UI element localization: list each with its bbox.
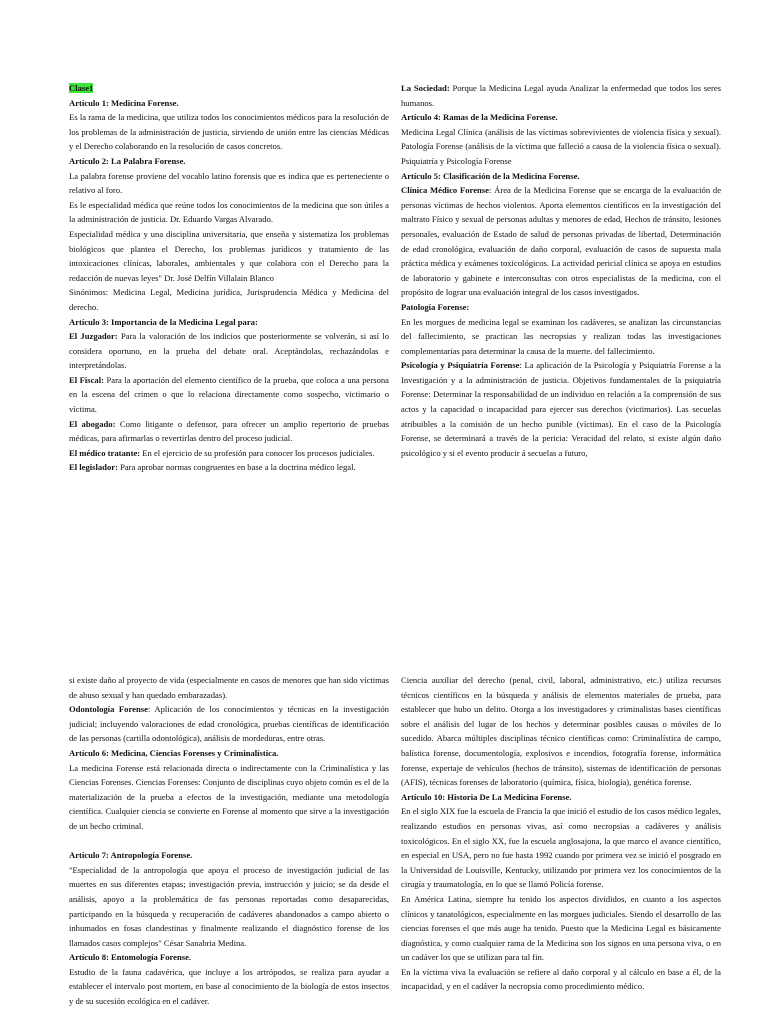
abogado-text: Como litigante o defensor, para ofrecer un amplio repertorio de pruebas médicas, para afirmarlas o revertirlas dentro del proceso judicial.	[69, 418, 389, 444]
legislador-text: Para aprobar normas congruentes en base a la doctrina médico legal.	[117, 462, 356, 473]
abogado-label: El abogado:	[69, 418, 116, 429]
psicologia-paragraph	[401, 358, 721, 460]
sociedad-text: Porque la Medicina Legal ayuda Analizar la enfermedad que todos los seres humanos.	[401, 83, 721, 108]
article-10-paragraph-1: En el siglo XIX fue la escuela de Francia la que inició el estudio de los casos médico legales, realizando estudios en personas vivas, así como necropsias a cadáveres y análisis toxicológicos. En el siglo XX, fue la escuela anglosajona, la que marco el avance científico, en especial en USA, pero no fue hasta 1992 cuando por primera vez se inició el posgrado en la Universidad de Louisville, Kentucky, utilizando por primera vez los conocimientos de la cirugía y traumatología, en lo que se llamó Policía forense.	[401, 806, 721, 890]
column-bottom-left	[69, 673, 389, 1024]
article-8-text: Estudio de la fauna cadavérica, que incluye a los artrópodos, se realiza para ayudar a establecer el intervalo post mortem, en base al conocimiento de la biología de estos insectos y de su sucesión ecológica en el cadáver.	[69, 966, 389, 1007]
sociedad-label: La Sociedad:	[401, 83, 450, 93]
odontologia-text: : Aplicación de los conocimientos y técnicas en la investigación judicial; incluyendo valoraciones de edad cronológica, pruebas científicas de identificación de las personas (cartilla odontológica), análisis de mordeduras, entre otras.	[69, 704, 389, 744]
article-4-text: Medicina Legal Clínica (análisis de las víctimas sobrevivientes de violencia física y sexual). Patología Forense (análisis de la víctima que falleció a causa de la violencia física o sexual). Psiquiatría y Psicología Forense	[401, 126, 721, 166]
continuation-text-right: Ciencia auxiliar del derecho (penal, civil, laboral, administrativo, etc.) utiliza recursos técnicos científicos en la búsqueda y análisis de elementos materiales de prueba, para establecer que hubo un delito. Otorga a los investigadores y criminalistas bases científicas sobre el análisis del lugar de los hechos y determinar posibles causas o móviles de lo sucedido. Abarca múltiples disciplinas técnico científicas como: Criminalística de campo, balística forense, documentología, explosivos e incendios, fotografía forense, informática forense, expertaje de vehículos (hechos de tránsito), sistemas de identificación de personas (AFIS), técnicas forenses de laboratorio (química, física, biología), genética forense.	[401, 675, 721, 788]
article-2-paragraph-1: La palabra forense proviene del vocablo latino forensis que es indica que es perteneciente o relativo al foro.	[69, 170, 389, 196]
fiscal-label: El Fiscal:	[69, 374, 104, 385]
article-8-heading: Artículo 8: Entomología Forense.	[69, 952, 192, 963]
sociedad-paragraph	[401, 81, 721, 110]
article-2-paragraph-2: Es le especialidad médica que reúne todos los conocimientos de la medicina que son útiles a la administración de justicia. Dr. Eduardo Vargas Alvarado.	[69, 199, 389, 225]
legislador-paragraph	[69, 460, 389, 475]
class-label-highlight: Clase1	[69, 83, 94, 93]
article-10-paragraph-3: En la víctima viva la evaluación se refiere al daño corporal y al cálculo en base a él, de la incapacidad, y en el cadáver la necropsia como procedimiento médico.	[401, 966, 721, 992]
psicologia-text: : La aplicación de la Psicología y Psiquiatría Forense a la Investigación y a la administración de justicia. Objetivos fundamentales de la psiquiatría Forense: Determinar la responsabilidad de un individuo en relación a la comprensión de sus actos y la capacidad o incapacidad para ejercer sus derechos (victimarios). Las secuelas atribuibles a la comisión de un hecho punible (víctimas). En el caso de la Psicología Forense, se determinará a través de la pericia: Veracidad del relato, si existe algún daño psicológico y si el evento producir á secuelas a futuro,	[401, 360, 721, 458]
article-2-synonyms: Sinónimos: Medicina Legal, Medicina jurídica, Jurisprudencia Médica y Medicina del derecho.	[69, 287, 389, 312]
clinica-text: : Área de la Medicina Forense que se encarga de la evaluación de personas víctimas de hechos violentos. Aporta elementos científicos en la investigación del maltrato Físico y sexual de personas adultas y menores de edad, Hechos de tránsito, lesiones personales, evaluación de Estado de salud de personas privadas de libertad, Determinación de edad cronológica, evaluación de daño corporal, evaluación de casos de supuesta mala práctica médica y exámenes toxicológicos. La actividad pericial clínica se apoya en estudios de laboratorio y gabinete e interconsultas con otros especialistas de la medicina, con el propósito de lograr una evaluación integral de los casos investigados.	[401, 185, 721, 298]
article-6-heading: Artículo 6: Medicina, Ciencias Forenses y Criminalística.	[69, 747, 279, 758]
article-10-heading: Artículo 10: Historia De La Medicina Forense.	[401, 791, 572, 802]
article-1-text: Es la rama de la medicina, que utiliza todos los conocimientos médicos para la resolución de los problemas de la administración de justicia, sirviendo de unión entre las ciencias Médicas y el Derecho colaborando en la resolución de casos concretos.	[69, 112, 389, 152]
article-1-heading: Artículo 1: Medicina Forense.	[69, 97, 179, 108]
legislador-label: El legislador:	[69, 462, 118, 473]
article-4-heading: Artículo 4: Ramas de la Medicina Forense.	[401, 112, 558, 123]
article-2-heading: Artículo 2: La Palabra Forense.	[69, 155, 186, 166]
fiscal-paragraph	[69, 373, 389, 417]
column-bottom-right	[401, 673, 721, 1024]
odontologia-label: Odontología Forense	[69, 704, 148, 715]
medico-text: En el ejercicio de su profesión para conocer los procesos judiciales.	[140, 447, 375, 458]
odontologia-paragraph	[69, 702, 389, 746]
column-top-left	[69, 81, 389, 501]
continuation-text-left: si existe daño al proyecto de vida (especialmente en casos de menores que han sido víctimas de abuso sexual y han quedado embarazadas).	[69, 675, 389, 700]
juzgador-label: El Juzgador:	[69, 331, 118, 342]
medico-paragraph	[69, 446, 389, 461]
article-3-heading: Artículo 3: Importancia de la Medicina Legal para:	[69, 316, 258, 327]
article-6-text: La medicina Forense está relacionada directa o indirectamente con la Criminalística y las Ciencias Forenses. Ciencias Forenses: Conjunto de disciplinas cuyo objeto común es el de la materialización de la prueba a efectos de la investigación, mediante una metodología científica. Cualquier ciencia se convierte en Forense al momento que sirve a la investigación de un hecho criminal.	[69, 762, 389, 831]
article-10-paragraph-2: En América Latina, siempre ha tenido los aspectos divididos, en cuanto a los aspectos clínicos y tanatológicos, especialmente en las morgues judiciales. Siendo el desarrollo de las ciencias forenses el que más auge ha tenido. Puesto que la Medicina Legal es básicamente diagnóstica, y como cualquier rama de la Medicina son los signos en una persona viva, o en un cadáver los que se utilizan para tal fin.	[401, 893, 721, 963]
article-5-heading: Artículo 5: Clasificación de la Medicina Forense.	[401, 170, 580, 181]
patologia-text: En les morgues de medicina legal se examinan los cadáveres, se analizan las circunstancias del fallecimiento, se practican las necropsias y realizan todas las investigaciones complementarias para determinar la causa de la muerte. del fallecimiento.	[401, 316, 721, 356]
article-7-heading: Artículo 7: Antropología Forense.	[69, 850, 193, 861]
article-7-text: "Especialidad de la antropología que apoya el proceso de investigación judicial de las muertes en sus diferentes etapas; investigación previa, instrucción y juicio; se da desde el análisis, apoyo a la problemática de fas personas reportadas como desaparecidas, participando en la búsqueda y recuperación de cadáveres abandonados a campo abierto o inhumados en fosas clandestinas y finalmente realizando el diagnóstico forense de los llamados casos complejos" César Sanabria Medina.	[69, 864, 389, 948]
medico-label: El médico tratante:	[69, 447, 141, 458]
clinica-paragraph	[401, 183, 721, 300]
clinica-label: Clínica Médico Forense	[401, 185, 489, 196]
fiscal-text: Para la aportación del elemento científico de la prueba, que coloca a una persona en la escena del crimen o que lo relaciona directamente como sospecho, victimario o víctima.	[69, 374, 389, 415]
article-2-paragraph-3: Especialidad médica y una disciplina universitaria, que enseña y sistematiza los problemas biológicos que plantea el Derecho, los problemas jurídicos y tratamiento de las intoxicaciones clínicas, laborales, ambientales y que colabora con el Derecho para la redacción de nuevas leyes" Dr. José Delfín Villalain Blanco	[69, 228, 389, 283]
patologia-heading: Patología Forense:	[401, 301, 470, 312]
juzgador-text: Para la valoración de los indicios que posteriormente se volverán, si así lo considera oportuno, en la prueba del debate oral. Aceptándolas, rechazándolas e interpretándolas.	[69, 331, 389, 371]
juzgador-paragraph	[69, 329, 389, 373]
column-top-right	[401, 81, 721, 501]
abogado-paragraph	[69, 417, 389, 446]
blank-line	[69, 834, 389, 849]
psicologia-label: Psicología y Psiquiatría Forense	[401, 360, 520, 371]
